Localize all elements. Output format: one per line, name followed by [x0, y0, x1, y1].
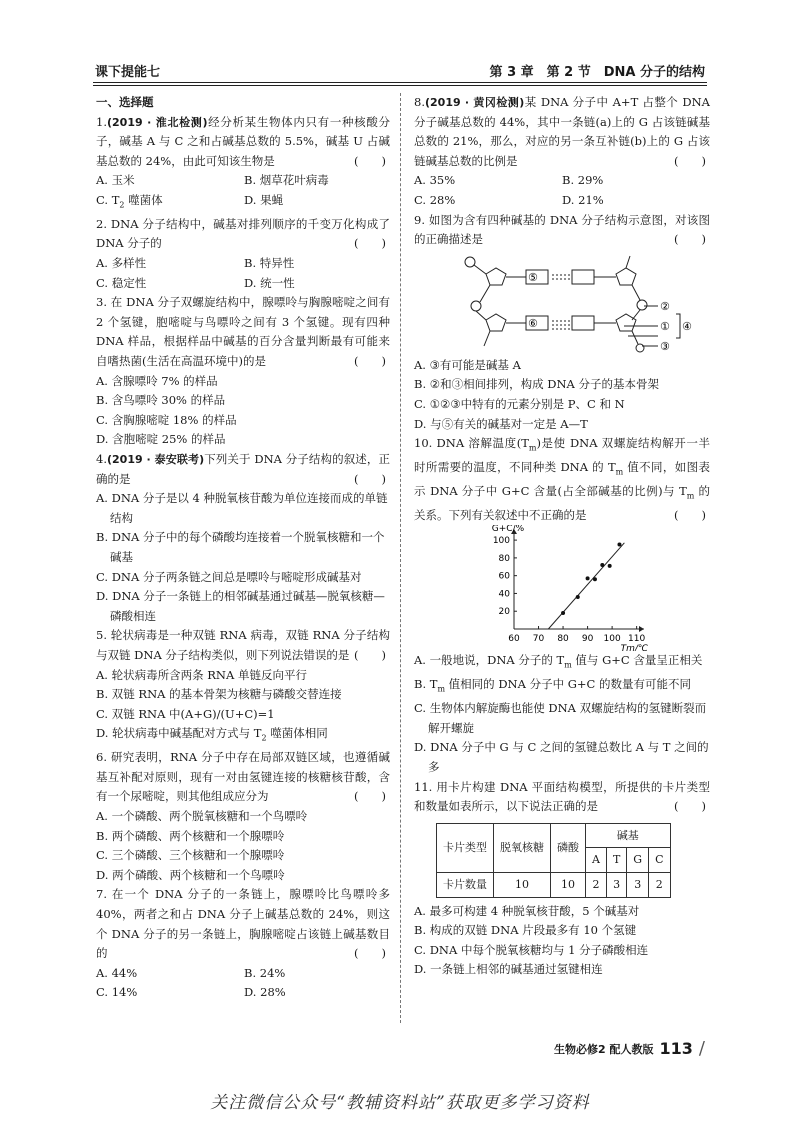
question-10 — [414, 434, 710, 777]
q3-option-d: D. 含胞嘧啶 25% 的样品 — [96, 432, 226, 447]
q10-answer-paren: ( ) — [674, 507, 706, 522]
q10-stem-pre: 10. DNA 溶解温度(T — [414, 436, 529, 451]
column-divider — [400, 93, 401, 1023]
q4-answer-paren: ( ) — [354, 471, 386, 486]
question-2 — [96, 215, 390, 293]
cell-g: 3 — [627, 872, 649, 897]
q8-text: 某 DNA 分子中 A+T 占整个 DNA 分子碱基总数的 44%，其中一条链(a)上的 G 占该链碱基总数的 21%，那么，对应的另一条互补链(b)上的 G 占该链碱基总数的比例是 — [414, 95, 710, 168]
q10-b-post: 值相同的 DNA 分子中 G+C 的数量有可能不同 — [445, 677, 692, 692]
question-7 — [96, 885, 390, 1003]
q8-num: 8. — [414, 95, 425, 109]
label-2: ② — [660, 299, 670, 313]
q8-option-d: D. 21% — [562, 192, 604, 207]
q3-stem: 3. 在 DNA 分子双螺旋结构中，腺嘌呤与胸腺嘧啶之间有 2 个氢键，胞嘧啶与鸟嘌呤之间有 3 个氢键。现有四种 DNA 样品，根据样品中碱基的百分含量判断最有可能来自嗜热菌(生活在高温环境中)的是 — [96, 295, 390, 369]
q8-option-b: B. 29% — [562, 173, 604, 188]
header-right: 第 3 章 第 2 节 DNA 分子的结构 — [489, 65, 705, 80]
q9-option-b: B. ②和③相间排列，构成 DNA 分子的基本骨架 — [414, 377, 659, 392]
right-column — [414, 93, 710, 980]
x-tick-label: 100 — [603, 634, 621, 645]
q5-stem: 5. 轮状病毒是一种双链 RNA 病毒，双链 RNA 分子结构与双链 DNA 分子结构类似，则下列说法错误的是 — [96, 628, 390, 662]
x-tick-label: 90 — [581, 634, 594, 645]
q6-option-c: C. 三个磷酸、三个核糖和一个腺嘌呤 — [96, 848, 285, 863]
q1-c-pre: C. T — [96, 192, 120, 207]
q6-option-b: B. 两个磷酸、两个核糖和一个腺嘌呤 — [96, 828, 285, 843]
q2-option-a: A. 多样性 — [96, 256, 147, 271]
question-5 — [96, 626, 390, 748]
q1-c-sub: 2 — [119, 200, 125, 210]
q10-option-b — [414, 675, 710, 699]
th-base: 碱基 — [586, 823, 671, 848]
q5-option-d — [96, 724, 390, 748]
q10-stem-sub: m — [528, 443, 537, 453]
data-point — [561, 611, 565, 615]
q11-option-b: B. 构成的双链 DNA 片段最多有 10 个氢键 — [414, 923, 637, 938]
q11-option-d: D. 一条链上相邻的碱基通过氢键相连 — [414, 962, 603, 977]
data-point — [617, 543, 621, 547]
card-table — [436, 823, 671, 898]
q4-option-a: A. DNA 分子是以 4 种脱氧核苷酸为单位连接而成的单链结构 — [96, 491, 388, 525]
q10-stem-sub3: m — [686, 491, 695, 501]
footer-slash-icon: / — [698, 1038, 705, 1059]
sugar-pentagon-right-top — [616, 268, 636, 285]
label-5: ⑤ — [528, 270, 538, 284]
row-label: 卡片数量 — [437, 872, 494, 897]
q7-option-b: B. 24% — [244, 965, 286, 980]
q6-option-d: D. 两个磷酸、两个核糖和一个鸟嘌呤 — [96, 867, 285, 882]
question-1 — [96, 113, 390, 215]
x-axis-label: Tm/℃ — [620, 644, 648, 652]
q1-text: 经分析某生物体内只有一种核酸分子，碱基 A 与 C 之和占碱基总数的 5.5%，碱基 U 占碱基总数的 24%，由此可知该生物是 — [96, 114, 390, 168]
q5-d-sub: 2 — [261, 733, 267, 743]
q1-stem — [96, 113, 390, 172]
q1-answer-paren: ( ) — [354, 153, 386, 168]
data-point — [576, 595, 580, 599]
y-tick-label: 40 — [498, 589, 510, 600]
bottom-banner: 关注微信公众号“教辅资料站”获取更多学习资料 — [210, 1093, 590, 1113]
question-6 — [96, 748, 390, 885]
q10-a-pre: A. 一般地说，DNA 分子的 T — [414, 653, 565, 668]
q5-option-c: C. 双链 RNA 中(A+G)/(U+C)=1 — [96, 706, 275, 721]
q10-a-post: 值与 G+C 含量呈正相关 — [571, 653, 703, 668]
question-8 — [414, 93, 710, 211]
y-tick-label: 60 — [498, 572, 510, 583]
q10-option-c: C. 生物体内解旋酶也能使 DNA 双螺旋结构的氢键断裂而解开螺旋 — [414, 701, 707, 735]
label-1: ① — [660, 319, 670, 333]
th-base-a: A — [586, 848, 607, 873]
q1-option-d: D. 果蝇 — [244, 192, 284, 207]
q7-option-a: A. 44% — [96, 965, 138, 980]
page-footer — [554, 1038, 705, 1059]
cell-sugar: 10 — [494, 872, 551, 897]
q2-option-d: D. 统一性 — [244, 275, 295, 290]
q2-option-b: B. 特异性 — [244, 256, 295, 271]
q5-d-pre: D. 轮状病毒中碱基配对方式与 T — [96, 726, 262, 741]
q7-option-d: D. 28% — [244, 985, 286, 1000]
q8-source: (2019 · 黄冈检测) — [424, 96, 525, 109]
q3-option-b: B. 含鸟嘌呤 30% 的样品 — [96, 393, 226, 408]
q2-option-c: C. 稳定性 — [96, 275, 147, 290]
q10-stem-post: 的关系。下列有关叙述中不正确的是 — [414, 483, 710, 522]
y-axis-label: G+C/% — [491, 525, 525, 535]
x-axis-arrow-icon — [639, 626, 644, 632]
x-tick-label: 60 — [508, 634, 520, 645]
x-tick-label: 110 — [628, 634, 646, 645]
page-number: 113 — [659, 1039, 693, 1058]
q11-option-a: A. 最多可构建 4 种脱氧核苷酸，5 个碱基对 — [414, 903, 640, 918]
tm-gc-chart — [414, 525, 704, 651]
q4-source: (2019 · 泰安联考) — [106, 452, 205, 466]
header-left: 课下提能七 — [95, 65, 161, 80]
th-phosphate: 磷酸 — [551, 823, 586, 872]
data-point — [608, 564, 612, 568]
y-tick-label: 20 — [498, 607, 510, 618]
question-11 — [414, 778, 710, 980]
q10-b-pre: B. T — [414, 677, 438, 692]
q9-stem: 9. 如图为含有四种碱基的 DNA 分子结构示意图，对该图的正确描述是 — [414, 212, 710, 247]
question-3 — [96, 293, 390, 450]
q3-answer-paren: ( ) — [354, 354, 386, 369]
q5-option-a: A. 轮状病毒所含两条 RNA 单链反向平行 — [96, 667, 307, 682]
q11-answer-paren: ( ) — [674, 799, 706, 814]
phosphate-circle-mid — [471, 301, 481, 311]
q8-answer-paren: ( ) — [674, 153, 706, 168]
q1-num: 1. — [96, 114, 107, 129]
header-rule-2 — [93, 85, 707, 86]
label-6: ⑥ — [528, 316, 538, 330]
q3-option-c: C. 含胸腺嘧啶 18% 的样品 — [96, 412, 237, 427]
label-4: ④ — [682, 319, 692, 333]
cell-t: 3 — [606, 872, 626, 897]
q2-stem: 2. DNA 分子结构中，碱基对排列顺序的千变万化构成了 DNA 分子的 — [96, 216, 390, 251]
q6-answer-paren: ( ) — [354, 789, 386, 804]
q9-option-a: A. ③有可能是碱基 A — [414, 357, 521, 372]
base-box-pair-bottom — [572, 316, 594, 330]
q4-text: 下列关于 DNA 分子结构的叙述，正确的是 — [96, 451, 390, 486]
th-base-g: G — [627, 848, 649, 873]
q7-option-c: C. 14% — [96, 985, 138, 1000]
q10-stem-sub2: m — [615, 467, 624, 477]
q1-option-a: A. 玉米 — [96, 173, 135, 188]
q5-answer-paren: ( ) — [354, 647, 386, 662]
q9-option-c: C. ①②③中特有的元素分别是 P、C 和 N — [414, 396, 625, 411]
q2-answer-paren: ( ) — [354, 236, 386, 251]
th-base-t: T — [606, 848, 626, 873]
q10-b-sub: m — [437, 684, 446, 694]
sugar-pentagon-right-bottom — [616, 314, 636, 331]
q1-source: (2019 · 淮北检测) — [106, 115, 208, 129]
th-card-type: 卡片类型 — [437, 823, 494, 872]
trend-line — [548, 543, 624, 629]
q6-option-a: A. 一个磷酸、两个脱氧核糖和一个鸟嘌呤 — [96, 808, 308, 823]
q9-option-d: D. 与⑤有关的碱基对一定是 A—T — [414, 416, 588, 431]
q1-c-post: 噬菌体 — [124, 192, 163, 207]
question-9 — [414, 211, 710, 435]
x-tick-label: 70 — [532, 634, 545, 645]
data-point — [586, 577, 590, 581]
cell-c: 2 — [649, 872, 670, 897]
y-tick-label: 100 — [492, 536, 510, 547]
th-base-c: C — [649, 848, 670, 873]
q11-option-c: C. DNA 中每个脱氧核糖均与 1 分子磷酸相连 — [414, 942, 649, 957]
x-tick-label: 80 — [557, 634, 569, 645]
q10-option-a — [414, 651, 710, 675]
q1-option-b: B. 烟草花叶病毒 — [244, 173, 329, 188]
q8-option-a: A. 35% — [414, 173, 456, 188]
q1-option-c — [96, 191, 244, 215]
data-point — [600, 563, 604, 567]
q10-option-d: D. DNA 分子中 G 与 C 之间的氢键总数比 A 与 T 之间的多 — [414, 740, 709, 774]
q10-stem-mid2: 值不同，如图表示 DNA 分子中 G+C 含量(占全部碱基的比例)与 T — [414, 460, 710, 498]
cell-phosphate: 10 — [551, 872, 586, 897]
base-box-pair-top — [572, 270, 594, 284]
q5-d-post: 噬菌体相同 — [266, 726, 328, 741]
q4-option-b: B. DNA 分子中的每个磷酸均连接着一个脱氧核糖和一个碱基 — [96, 530, 385, 564]
data-point — [593, 578, 597, 582]
q10-stem-mid: )是使 DNA 双螺旋结构解开一半时所需要的温度，不同种类 DNA 的 T — [414, 436, 710, 475]
q7-answer-paren: ( ) — [354, 946, 386, 961]
cell-a: 2 — [586, 872, 607, 897]
book-title: 生物必修2 配人教版 — [554, 1042, 654, 1056]
y-tick-label: 80 — [498, 554, 510, 565]
q3-option-a: A. 含腺嘌呤 7% 的样品 — [96, 373, 218, 388]
phosphate-circle-right — [637, 300, 647, 310]
dna-structure-diagram — [414, 250, 704, 356]
q6-stem: 6. 研究表明，RNA 分子中存在局部双链区域，也遵循碱基互补配对原则，现有一对由氢键连接的核糖核苷酸，含有一个尿嘧啶，则其他组成应分为 — [96, 750, 390, 804]
header-rule — [93, 82, 707, 83]
sugar-pentagon — [486, 268, 506, 285]
q8-option-c: C. 28% — [414, 192, 456, 207]
q4-num: 4. — [96, 451, 107, 466]
sugar-pentagon-bottom — [486, 314, 506, 331]
left-column — [96, 93, 390, 1003]
label-3: ③ — [660, 339, 670, 353]
question-4 — [96, 450, 390, 626]
q7-stem: 7. 在一个 DNA 分子的一条链上，腺嘌呤比鸟嘌呤多 40%，两者之和占 DNA 分子上碱基总数的 24%，则这个 DNA 分子的另一条链上，胸腺嘧啶占该链上碱基数目的 — [96, 887, 390, 961]
q4-option-c: C. DNA 分子两条链之间总是嘌呤与嘧啶形成碱基对 — [96, 569, 362, 584]
phosphate-circle — [465, 257, 475, 267]
q11-stem: 11. 用卡片构建 DNA 平面结构模型，所提供的卡片类型和数量如表所示，以下说法正确的是 — [414, 779, 710, 814]
section-title: 一、选择题 — [96, 95, 154, 109]
phosphate-circle-bottom — [636, 344, 644, 352]
q10-a-sub: m — [564, 660, 572, 670]
q9-answer-paren: ( ) — [674, 232, 706, 247]
q4-option-d: D. DNA 分子一条链上的相邻碱基通过碱基—脱氧核糖—磷酸相连 — [96, 589, 385, 623]
q5-option-b: B. 双链 RNA 的基本骨架为核糖与磷酸交替连接 — [96, 687, 342, 702]
th-sugar: 脱氧核糖 — [494, 823, 551, 872]
